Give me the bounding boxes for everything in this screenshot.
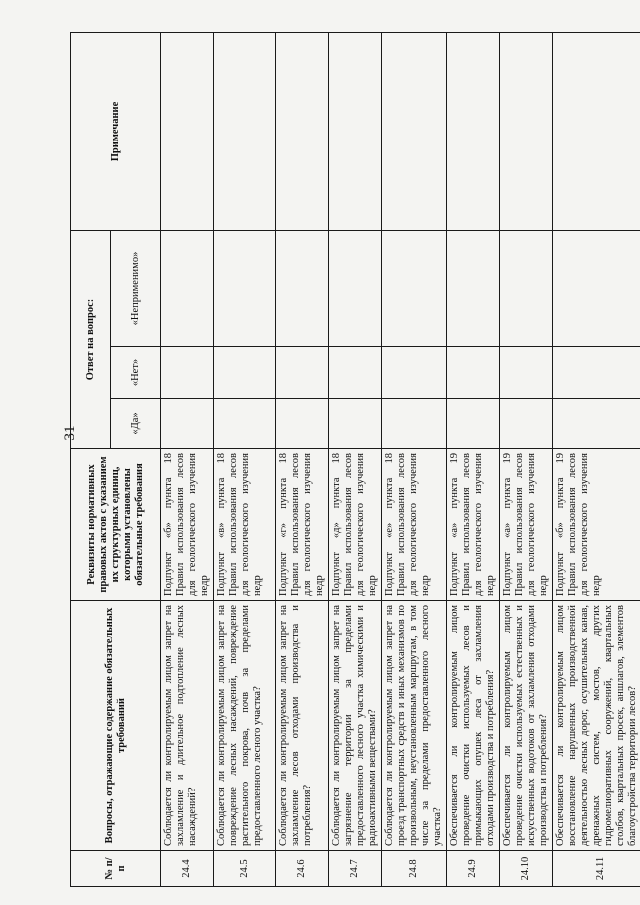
row-question: Соблюдается ли контролируемым лицом запрет на захламление лесов отходами производства и потребления? <box>276 601 329 851</box>
answer-na-cell[interactable] <box>447 231 500 347</box>
header-requisites: Реквизиты нормативных правовых актов с указанием их структурных единиц, которыми установлены обязательные требования <box>71 449 161 601</box>
answer-yes-cell[interactable] <box>276 399 329 449</box>
answer-na-cell[interactable] <box>329 231 382 347</box>
table-row <box>276 33 329 887</box>
answer-na-cell[interactable] <box>161 231 214 347</box>
row-reference: Подпункт «е» пункта 18 Правил использования лесов для геологического изучения недр <box>382 449 447 601</box>
answer-yes-cell[interactable] <box>382 399 447 449</box>
answer-no-cell[interactable] <box>500 347 553 399</box>
row-num: 24.5 <box>214 851 276 887</box>
answer-na-cell[interactable] <box>553 231 640 347</box>
checklist-table <box>70 32 640 887</box>
answer-no-cell[interactable] <box>161 347 214 399</box>
header-answer: Ответ на вопрос: <box>71 231 111 449</box>
row-num: 24.11 <box>553 851 640 887</box>
note-cell[interactable] <box>553 33 640 231</box>
table-row <box>447 33 500 887</box>
row-num: 24.6 <box>276 851 329 887</box>
row-question: Обеспечивается ли контролируемым лицом проведение очистки используемых естественных и искусственных водотоков от захламления отходами производства и потребления? <box>500 601 553 851</box>
answer-na-cell[interactable] <box>214 231 276 347</box>
answer-no-cell[interactable] <box>276 347 329 399</box>
answer-no-cell[interactable] <box>329 347 382 399</box>
row-question: Соблюдается ли контролируемым лицом запрет на захламление и длительное подтопление лесных насаждений? <box>161 601 214 851</box>
note-cell[interactable] <box>276 33 329 231</box>
row-question: Соблюдается ли контролируемым лицом запрет на проезд транспортных средств и иных механизмов по произвольным, неустановленным маршрутам, в том числе за пределами предоставленного лесного участка? <box>382 601 447 851</box>
header-na: «Неприменимо» <box>111 231 161 347</box>
row-reference: Подпункт «г» пункта 18 Правил использования лесов для геологического изучения недр <box>276 449 329 601</box>
row-reference: Подпункт «б» пункта 18 Правил использования лесов для геологического изучения недр <box>161 449 214 601</box>
note-cell[interactable] <box>447 33 500 231</box>
note-cell[interactable] <box>214 33 276 231</box>
answer-na-cell[interactable] <box>500 231 553 347</box>
checklist-table-container <box>70 33 638 887</box>
answer-no-cell[interactable] <box>447 347 500 399</box>
row-num: 24.7 <box>329 851 382 887</box>
note-cell[interactable] <box>382 33 447 231</box>
answer-yes-cell[interactable] <box>214 399 276 449</box>
row-reference: Подпункт «в» пункта 18 Правил использования лесов для геологического изучения недр <box>214 449 276 601</box>
table-row <box>214 33 276 887</box>
header-no: «Нет» <box>111 347 161 399</box>
table-row <box>500 33 553 887</box>
row-question: Соблюдается ли контролируемым лицом запрет на загрязнение территории за пределами предоставленного лесного участка химическими и радиоактивными веществами? <box>329 601 382 851</box>
row-num: 24.8 <box>382 851 447 887</box>
answer-na-cell[interactable] <box>382 231 447 347</box>
header-question: Вопросы, отражающие содержание обязательных требований <box>71 601 161 851</box>
table-row <box>553 33 640 887</box>
header-note: Примечание <box>71 33 161 231</box>
answer-na-cell[interactable] <box>276 231 329 347</box>
answer-yes-cell[interactable] <box>161 399 214 449</box>
header-yes: «Да» <box>111 399 161 449</box>
note-cell[interactable] <box>161 33 214 231</box>
note-cell[interactable] <box>500 33 553 231</box>
answer-no-cell[interactable] <box>214 347 276 399</box>
answer-no-cell[interactable] <box>553 347 640 399</box>
row-reference: Подпункт «а» пункта 19 Правил использования лесов для геологического изучения недр <box>500 449 553 601</box>
answer-yes-cell[interactable] <box>553 399 640 449</box>
page-number: 31 <box>62 425 78 441</box>
row-question: Обеспечивается ли контролируемым лицом восстановление нарушенных производственной деятельностью лесных дорог, осушительных канав, дренажных систем, мостов, других гидромелиоративных сооружений, квартальных столбов, квартальных просек, аншлагов, элементов благоустройства территории лесов? <box>553 601 640 851</box>
row-num: 24.9 <box>447 851 500 887</box>
table-row <box>161 33 214 887</box>
answer-no-cell[interactable] <box>382 347 447 399</box>
row-num: 24.4 <box>161 851 214 887</box>
answer-yes-cell[interactable] <box>447 399 500 449</box>
row-question: Обеспечивается ли контролируемым лицом проведение очистки используемых лесов и примыкающих опушек леса от захламления отходами производства и потребления? <box>447 601 500 851</box>
row-num: 24.10 <box>500 851 553 887</box>
row-reference: Подпункт «а» пункта 19 Правил использования лесов для геологического изучения недр <box>447 449 500 601</box>
row-question: Соблюдается ли контролируемым лицом запрет на повреждение лесных насаждений, повреждение растительного покрова, почв за пределами предоставленного лесного участка? <box>214 601 276 851</box>
answer-yes-cell[interactable] <box>500 399 553 449</box>
note-cell[interactable] <box>329 33 382 231</box>
table-row <box>382 33 447 887</box>
answer-yes-cell[interactable] <box>329 399 382 449</box>
row-reference: Подпункт «д» пункта 18 Правил использования лесов для геологического изучения недр <box>329 449 382 601</box>
row-reference: Подпункт «б» пункта 19 Правил использования лесов для геологического изучения недр <box>553 449 640 601</box>
header-num: № п/п <box>71 851 161 887</box>
table-row <box>329 33 382 887</box>
